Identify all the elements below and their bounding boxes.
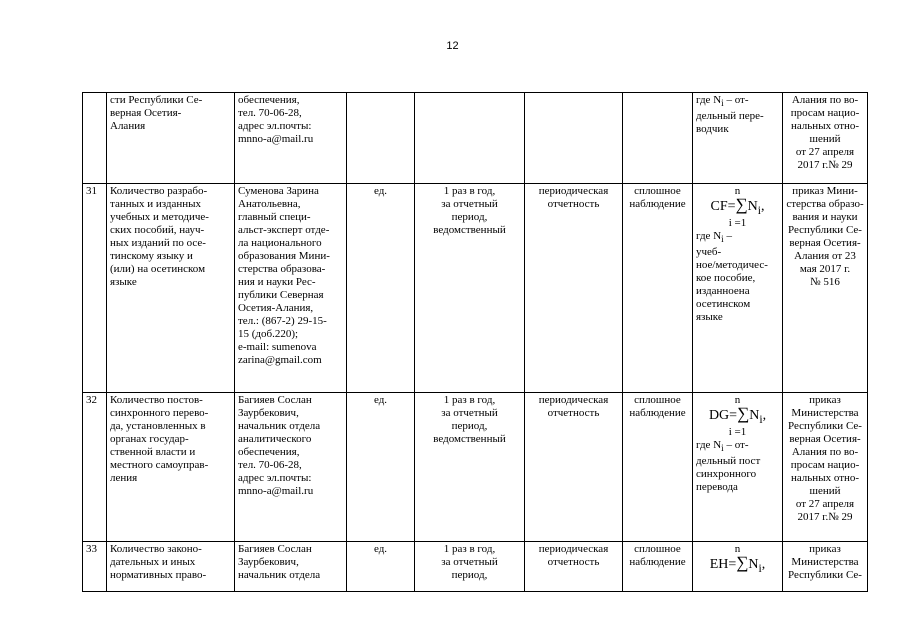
cell-line: Заурбекович, xyxy=(238,556,299,568)
formula-term: N xyxy=(747,199,758,214)
collection-period xyxy=(415,93,525,184)
desc-subscript: i xyxy=(721,98,724,109)
formula-description: изданноена xyxy=(696,284,750,297)
observation-method xyxy=(623,542,693,592)
cell-line: аналитического xyxy=(238,433,312,445)
cell-line: языке xyxy=(110,276,137,288)
cell-line: (или) на осетинском xyxy=(110,263,206,275)
cell-line: 2017 г.№ 29 xyxy=(797,159,853,171)
cell-line: ственной власти и xyxy=(110,446,196,458)
cell-line: органах государ- xyxy=(110,433,189,445)
cell-line: просам нацио- xyxy=(790,107,860,119)
cell-line: сплошное xyxy=(634,185,681,197)
cell-line: вания и науки xyxy=(792,211,858,223)
formula-upper-limit: n xyxy=(734,185,741,197)
cell-line: ведомственный xyxy=(433,224,506,236)
sigma-icon: ∑ xyxy=(737,404,750,423)
formula-description xyxy=(696,94,779,110)
cell-line: сти Республики Се- xyxy=(110,94,203,106)
reporting-form xyxy=(525,184,623,393)
table-row xyxy=(83,93,868,184)
cell-line: синхронного перево- xyxy=(110,407,209,419)
observation-method xyxy=(623,93,693,184)
cell-line: mnno-a@mail.ru xyxy=(238,133,314,145)
responsible-person xyxy=(235,184,347,393)
cell-line: Алания по во- xyxy=(791,94,859,106)
cell-line: сплошное xyxy=(634,394,681,406)
collection-period xyxy=(415,393,525,542)
indicator-name xyxy=(107,393,235,542)
regulatory-document xyxy=(783,184,868,393)
cell-line: Республики Се- xyxy=(788,420,862,432)
collection-period xyxy=(415,542,525,592)
indicator-name xyxy=(107,542,235,592)
formula-lhs: DG= xyxy=(708,408,738,423)
unit-of-measure xyxy=(347,93,415,184)
formula-comma: , xyxy=(761,557,766,572)
observation-method xyxy=(623,184,693,393)
unit-of-measure: ед. xyxy=(347,184,415,393)
desc-part: – от- xyxy=(723,94,749,106)
cell-line: 15 (доб.220); xyxy=(238,328,299,340)
cell-line: Количество постов- xyxy=(110,394,203,406)
responsible-person xyxy=(235,93,347,184)
cell-line: мая 2017 г. xyxy=(799,263,851,275)
cell-line: e-mail: sumenova xyxy=(238,341,317,353)
cell-line: просам нацио- xyxy=(790,459,860,471)
cell-line: нормативных право- xyxy=(110,569,207,581)
formula-description xyxy=(696,439,779,455)
cell-line: тел. 70-06-28, xyxy=(238,107,302,119)
cell-line: период, xyxy=(451,569,488,581)
responsible-person xyxy=(235,542,347,592)
cell-line: стерства образова- xyxy=(238,263,326,275)
cell-line: нальных отно- xyxy=(790,472,860,484)
formula-lhs: CF= xyxy=(710,199,736,214)
calculation-formula xyxy=(693,184,783,393)
table-row xyxy=(83,393,868,542)
cell-line: начальник отдела xyxy=(238,569,321,581)
calculation-formula xyxy=(693,93,783,184)
cell-line: Алания от 23 xyxy=(794,250,856,262)
indicator-name xyxy=(107,184,235,393)
cell-line: ских пособий, науч- xyxy=(110,224,205,236)
calculation-formula xyxy=(693,393,783,542)
cell-line: отчетность xyxy=(547,556,600,568)
cell-line: учебных и методиче- xyxy=(110,211,209,223)
cell-line: альст-эксперт отде- xyxy=(238,224,330,236)
cell-line: Количество законо- xyxy=(110,543,202,555)
cell-line: верная Осетия- xyxy=(789,237,861,249)
cell-line: отчетность xyxy=(547,198,600,210)
cell-line: ла национального xyxy=(238,237,322,249)
cell-line: Республики Се- xyxy=(788,569,862,581)
desc-subscript: i xyxy=(721,233,724,244)
formula-description xyxy=(696,230,779,246)
cell-line: Багияев Сослан xyxy=(238,543,312,555)
formula-description: дельный пере- xyxy=(696,110,764,123)
cell-line: приказ xyxy=(809,543,841,555)
cell-line: шений xyxy=(809,485,841,497)
formula-lower-limit: i =1 xyxy=(728,425,747,438)
cell-line: Алания по во- xyxy=(791,446,859,458)
cell-line: Алания xyxy=(110,120,146,132)
row-number: 32 xyxy=(83,393,107,542)
unit-of-measure: ед. xyxy=(347,542,415,592)
calculation-formula xyxy=(693,542,783,592)
cell-line: отчетность xyxy=(547,407,600,419)
row-number: 31 xyxy=(83,184,107,393)
formula-comma: , xyxy=(761,199,765,214)
cell-line: Количество разрабо- xyxy=(110,185,208,197)
cell-line: тел. 70-06-28, xyxy=(238,459,302,471)
cell-line: 1 раз в год, xyxy=(443,185,496,197)
row-number xyxy=(83,93,107,184)
cell-line: адрес эл.почты: xyxy=(238,472,312,484)
cell-line: дательных и иных xyxy=(110,556,196,568)
reporting-form xyxy=(525,542,623,592)
formula-subscript: i xyxy=(758,561,762,575)
cell-line: периодическая xyxy=(538,185,609,197)
formula-lhs: EH= xyxy=(709,557,737,572)
formula-description: перевода xyxy=(696,480,738,493)
regulatory-document xyxy=(783,93,868,184)
cell-line: сплошное xyxy=(634,543,681,555)
cell-line: начальник отдела xyxy=(238,420,321,432)
formula-subscript: i xyxy=(759,412,763,426)
formula-description: учеб- xyxy=(696,245,722,258)
formula-comma: , xyxy=(762,408,767,423)
sigma-icon: ∑ xyxy=(735,195,748,214)
formula-expression xyxy=(696,553,779,575)
cell-line: периодическая xyxy=(538,394,609,406)
formula-description: осетинском xyxy=(696,297,751,310)
cell-line: приказ xyxy=(809,394,841,406)
cell-line: приказ Мини- xyxy=(792,185,858,197)
cell-line: Осетия-Алания, xyxy=(238,302,314,314)
formula-term: N xyxy=(748,557,759,572)
cell-line: zarina@gmail.com xyxy=(238,354,322,366)
cell-line: 1 раз в год, xyxy=(443,394,496,406)
cell-line: mnno-a@mail.ru xyxy=(238,485,314,497)
cell-line: Суменова Зарина xyxy=(238,185,319,197)
formula-description: синхронного xyxy=(696,467,757,480)
cell-line: да, установленных в xyxy=(110,420,206,432)
cell-line: ления xyxy=(110,472,138,484)
cell-line: Заурбекович, xyxy=(238,407,299,419)
cell-line: адрес эл.почты: xyxy=(238,120,312,132)
desc-part: где N xyxy=(696,229,722,242)
cell-line: стерства образо- xyxy=(786,198,864,210)
cell-line: периодическая xyxy=(538,543,609,555)
cell-line: ных изданий по осе- xyxy=(110,237,206,249)
regulatory-document xyxy=(783,393,868,542)
cell-line: обеспечения, xyxy=(238,446,300,458)
table-row xyxy=(83,184,868,393)
cell-line: период, xyxy=(451,420,488,432)
cell-line: 1 раз в год, xyxy=(443,543,496,555)
cell-line: нальных отно- xyxy=(790,120,860,132)
formula-description: языке xyxy=(696,310,723,323)
formula-expression xyxy=(696,404,779,426)
cell-line: обеспечения, xyxy=(238,94,300,106)
cell-line: за отчетный xyxy=(441,556,498,568)
cell-line: наблюдение xyxy=(629,407,686,419)
desc-part: где N xyxy=(696,438,722,451)
cell-line: местного самоуправ- xyxy=(110,459,209,471)
cell-line: ведомственный xyxy=(433,433,506,445)
unit-of-measure: ед. xyxy=(347,393,415,542)
table-row xyxy=(83,542,868,592)
cell-line: за отчетный xyxy=(441,407,498,419)
cell-line: верная Осетия- xyxy=(110,107,182,119)
reporting-form xyxy=(525,93,623,184)
desc-subscript: i xyxy=(721,442,724,453)
formula-expression xyxy=(696,195,779,217)
cell-line: публики Северная xyxy=(238,289,324,301)
formula-description: кое пособие, xyxy=(696,271,756,284)
observation-method xyxy=(623,393,693,542)
collection-period xyxy=(415,184,525,393)
cell-line: Республики Се- xyxy=(788,224,862,236)
cell-line: наблюдение xyxy=(629,198,686,210)
sigma-icon: ∑ xyxy=(736,553,749,572)
responsible-person xyxy=(235,393,347,542)
desc-part: – от- xyxy=(723,438,749,451)
cell-line: наблюдение xyxy=(629,556,686,568)
formula-description: водчик xyxy=(696,123,729,136)
cell-line: главный специ- xyxy=(238,211,311,223)
cell-line: за отчетный xyxy=(441,198,498,210)
formula-description: дельный пост xyxy=(696,454,761,467)
cell-line: образования Мини- xyxy=(238,250,330,262)
formula-lower-limit: i =1 xyxy=(728,216,747,229)
formula-upper-limit: n xyxy=(734,394,741,406)
cell-line: Министерства xyxy=(791,556,859,568)
cell-line: танных и изданных xyxy=(110,198,202,210)
cell-line: от 27 апреля xyxy=(795,498,855,510)
cell-line: 2017 г.№ 29 xyxy=(797,511,853,523)
cell-line: тинскому языку и xyxy=(110,250,193,262)
cell-line: от 27 апреля xyxy=(795,146,855,158)
cell-line: № 516 xyxy=(810,276,840,288)
cell-line: период, xyxy=(451,211,488,223)
indicator-name xyxy=(107,93,235,184)
desc-part: где N xyxy=(696,94,722,106)
cell-line: Багияев Сослан xyxy=(238,394,312,406)
cell-line: Министерства xyxy=(791,407,859,419)
row-number: 33 xyxy=(83,542,107,592)
cell-line: ния и науки Рес- xyxy=(238,276,316,288)
formula-subscript: i xyxy=(757,203,762,217)
formula-description: ное/методичес- xyxy=(696,258,768,271)
cell-line: верная Осетия- xyxy=(789,433,861,445)
cell-line: шений xyxy=(809,133,841,145)
cell-line: тел.: (867-2) 29-15- xyxy=(238,315,327,327)
formula-upper-limit: n xyxy=(734,543,741,555)
indicators-table xyxy=(82,92,868,592)
formula-term: N xyxy=(749,408,760,423)
desc-part: – xyxy=(723,229,732,242)
cell-line: Анатольевна, xyxy=(238,198,301,210)
page-number: 12 xyxy=(446,40,459,52)
regulatory-document xyxy=(783,542,868,592)
reporting-form xyxy=(525,393,623,542)
